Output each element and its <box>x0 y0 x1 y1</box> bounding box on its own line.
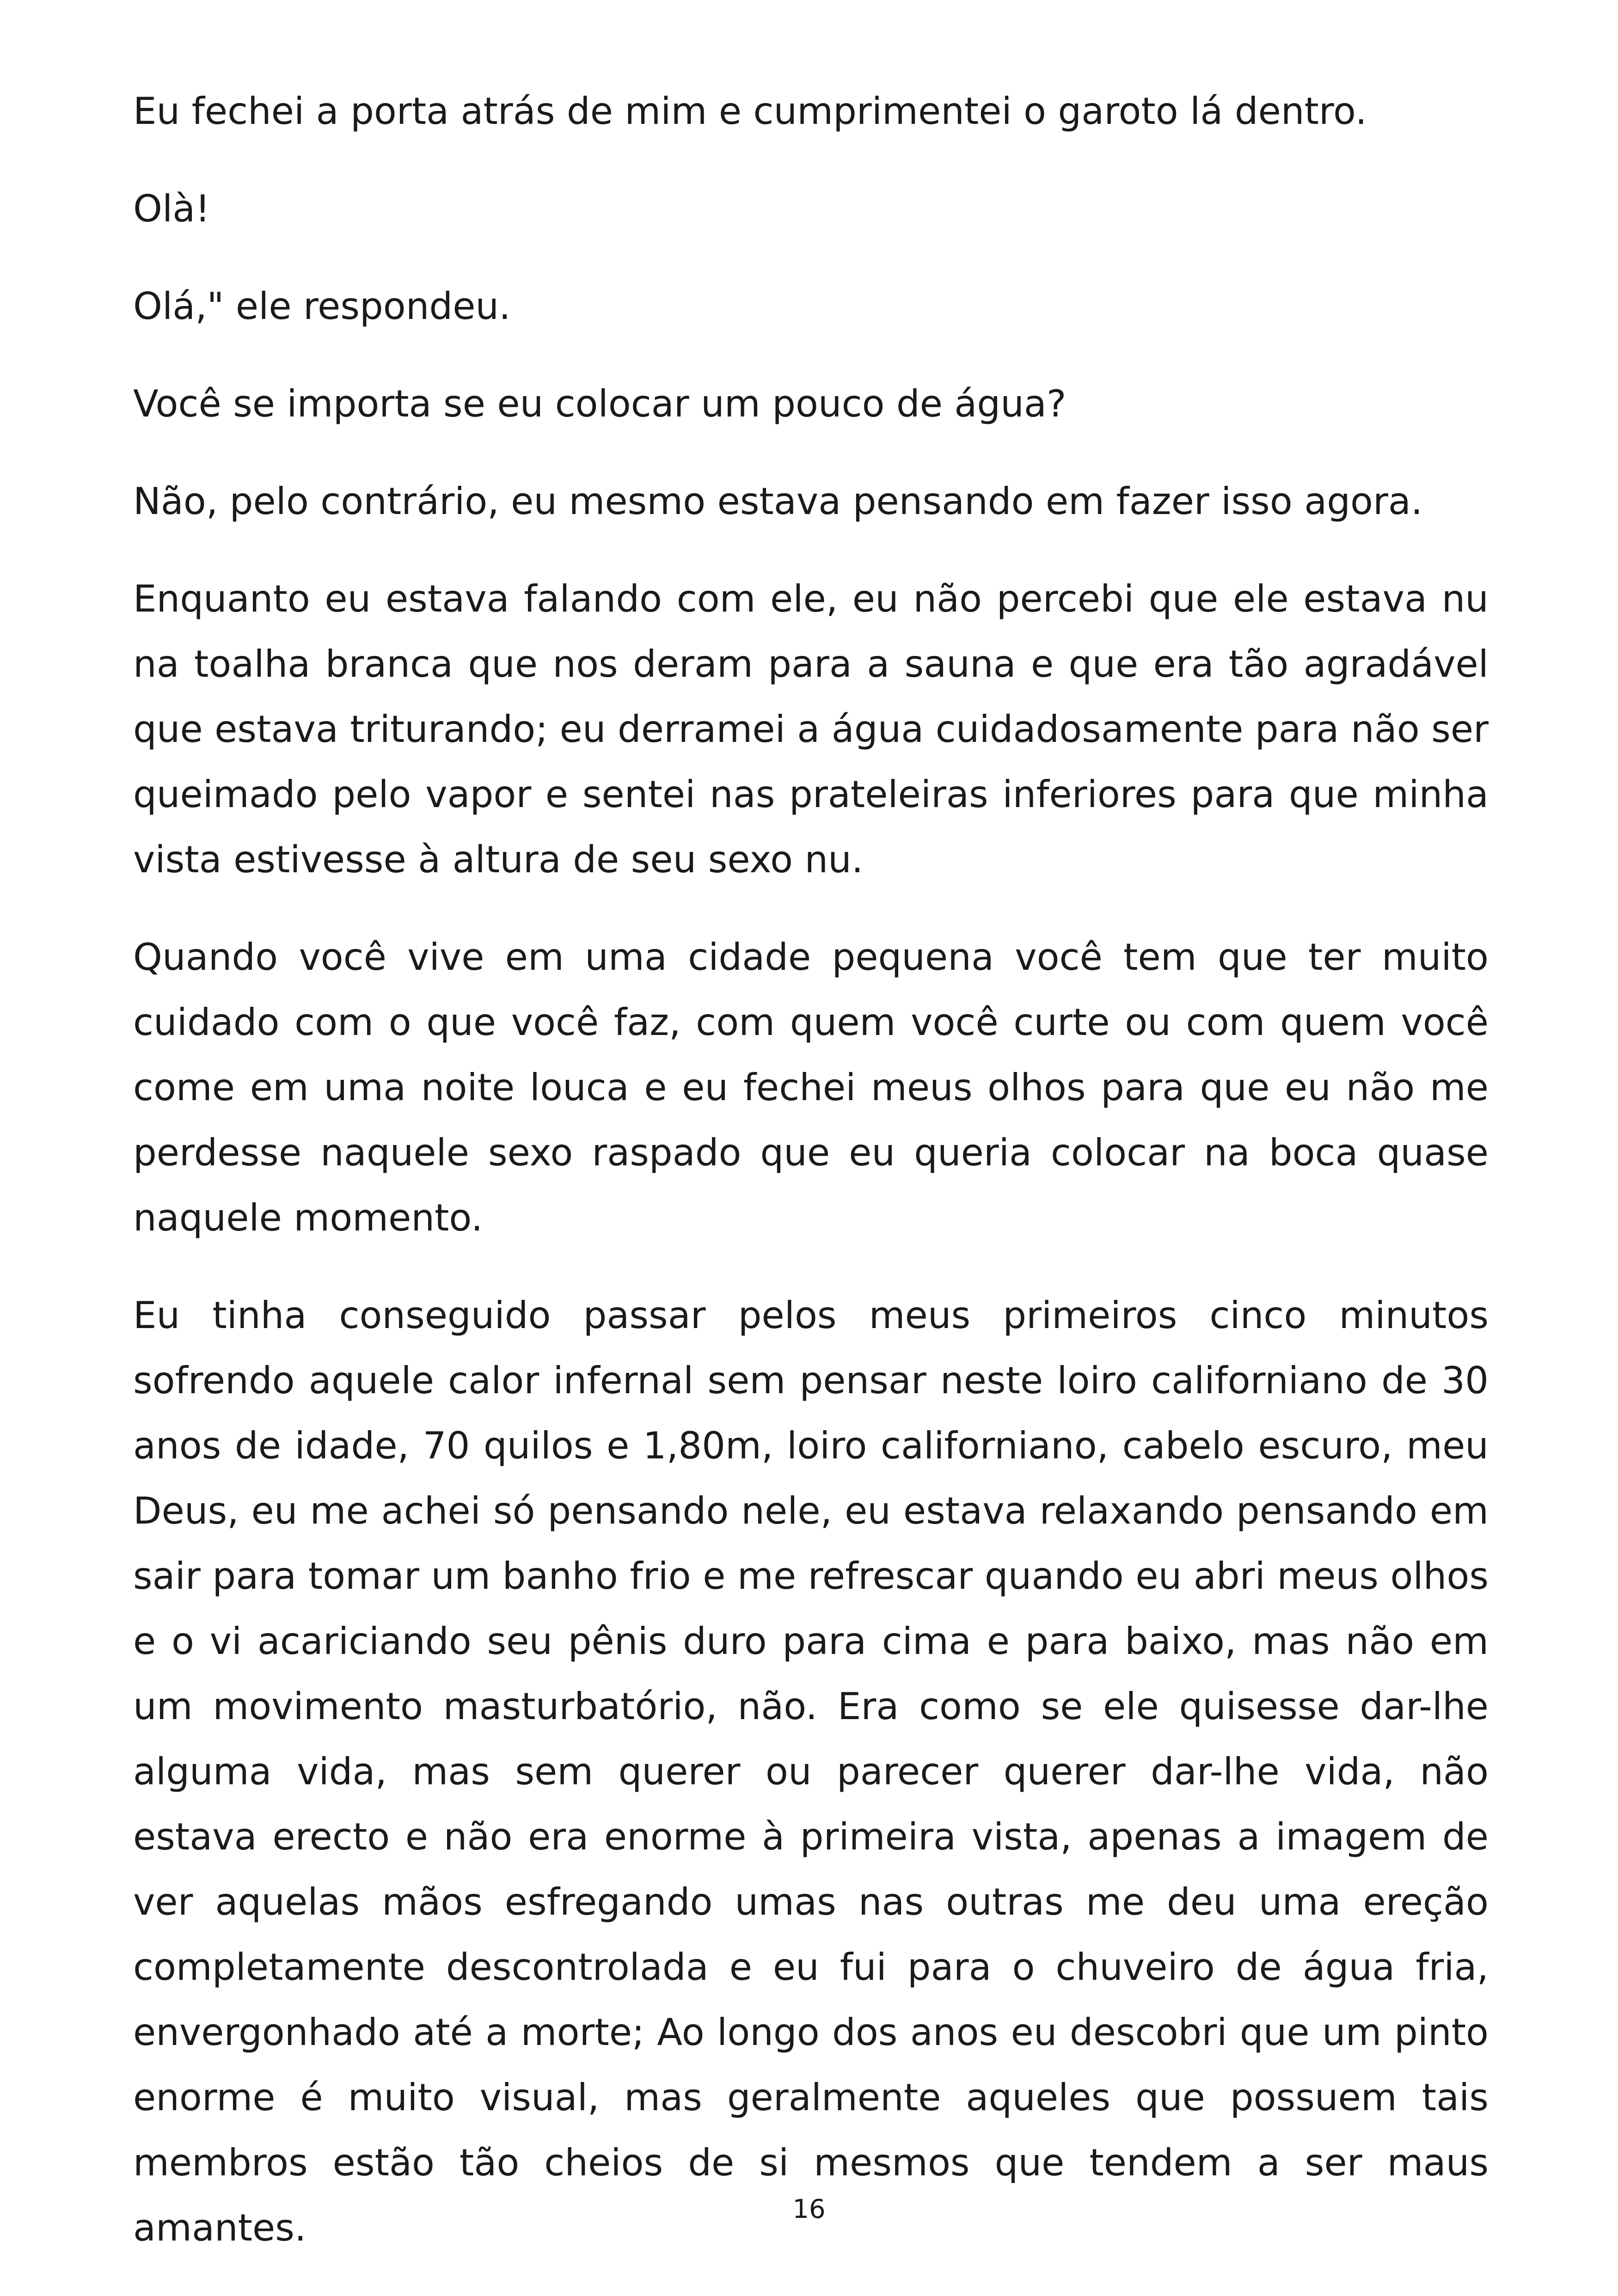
document-body <box>133 79 1489 2293</box>
paragraph-8: Eu tinha conseguido passar pelos meus primeiros cinco minutos sofrendo aquele calor infernal sem pensar neste loiro californiano de 30 anos de idade, 70 quilos e 1,80m, loiro californiano, cabelo escuro, meu Deus, eu me achei só pensando nele, eu estava relaxando pensando em sair para tomar um banho frio e me refrescar quando eu abri meus olhos e o vi acariciando seu pênis duro para cima e para baixo, mas não em um movimento masturbatório, não. Era como se ele quisesse dar-lhe alguma vida, mas sem querer ou parecer querer dar-lhe vida, não estava erecto e não era enorme à primeira vista, apenas a imagem de ver aquelas mãos esfregando umas nas outras me deu uma ereção completamente descontrolada e eu fui para o chuveiro de água fria, envergonhado até a morte; Ao longo dos anos eu descobri que um pinto enorme é muito visual, mas geralmente aqueles que possuem tais membros estão tão cheios de si mesmos que tendem a ser maus amantes. <box>133 1294 1489 2249</box>
paragraph-7: Quando você vive em uma cidade pequena você tem que ter muito cuidado com o que você faz, com quem você curte ou com quem você come em uma noite louca e eu fechei meus olhos para que eu não me perdesse naquele sexo raspado que eu queria colocar na boca quase naquele momento. <box>133 936 1489 1239</box>
paragraph-4: Você se importa se eu colocar um pouco de água? <box>133 382 1066 425</box>
paragraph-1: Eu fechei a porta atrás de mim e cumprimentei o garoto lá dentro. <box>133 90 1367 133</box>
paragraph-3: Olá," ele respondeu. <box>133 285 511 328</box>
paragraph-2: Olà! <box>133 187 210 230</box>
page-number: 16 <box>792 2194 826 2224</box>
paragraph-5: Não, pelo contrário, eu mesmo estava pensando em fazer isso agora. <box>133 480 1423 523</box>
paragraph-6: Enquanto eu estava falando com ele, eu não percebi que ele estava nu na toalha branca que nos deram para a sauna e que era tão agradável que estava triturando; eu derramei a água cuidadosamente para não ser queimado pelo vapor e sentei nas prateleiras inferiores para que minha vista estivesse à altura de seu sexo nu. <box>133 577 1489 881</box>
